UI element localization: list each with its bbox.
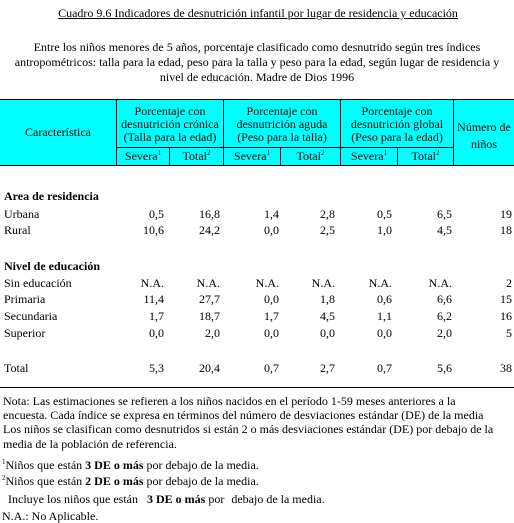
subtitle-line: antropométricos: talla para la edad, peso para la talla y peso para la edad, según lugar de residencia y xyxy=(14,55,500,69)
cell: N.A. xyxy=(196,276,220,290)
note-line: media de la población de referencia. xyxy=(3,436,177,451)
row-label: Primaria xyxy=(4,292,46,306)
subheader-severa-1: Severa$^1$ xyxy=(124,149,162,163)
cell: N.A. xyxy=(368,276,392,290)
header-line: desnutrición crónica xyxy=(121,117,219,131)
header-line: (Peso para la talla) xyxy=(237,130,327,144)
cell: 2,7 xyxy=(320,361,335,375)
cell: 1,4 xyxy=(264,207,279,221)
cell: 4,5 xyxy=(437,223,452,237)
cell: 6,5 xyxy=(437,207,452,221)
row-label: Total xyxy=(4,361,29,375)
cell: 11,4 xyxy=(143,292,164,306)
header-caracteristica: Característica xyxy=(25,125,91,139)
cell: 0,0 xyxy=(149,326,164,340)
cell: 10,6 xyxy=(143,223,164,237)
table-subtitle xyxy=(4,40,510,85)
cell: 4,5 xyxy=(320,309,335,323)
header-line: desnutrición aguda xyxy=(236,117,328,131)
cell: 5,6 xyxy=(437,361,452,375)
table-row xyxy=(0,309,514,324)
cell: 5,3 xyxy=(149,361,164,375)
cell: 18 xyxy=(500,223,512,237)
cell: N.A. xyxy=(140,276,164,290)
cell: 2,0 xyxy=(437,326,452,340)
cell: 19 xyxy=(500,207,512,221)
cell: 18,7 xyxy=(199,309,220,323)
section-title: Area de residencia xyxy=(4,189,99,203)
header-line: (Talla para la edad) xyxy=(123,130,217,144)
cell: 2 xyxy=(506,276,512,290)
row-label: Superior xyxy=(4,326,46,340)
cell: 0,5 xyxy=(377,207,392,221)
table-row-total xyxy=(0,361,514,376)
subheader-severa-3: Severa$^1$ xyxy=(350,149,388,163)
cell: N.A. xyxy=(255,276,279,290)
header-numero xyxy=(454,121,514,151)
grid-line xyxy=(116,147,453,148)
table-row xyxy=(0,276,514,291)
grid-line xyxy=(223,100,224,166)
cell: 0,0 xyxy=(264,326,279,340)
row-label: Sin educación xyxy=(4,276,72,290)
cell: 38 xyxy=(500,361,512,375)
table-bottom-rule xyxy=(0,387,514,388)
cell: 0,6 xyxy=(377,292,392,306)
cell: 0,0 xyxy=(264,223,279,237)
table-row xyxy=(0,292,514,307)
footnote-3: Incluye los niños que están 3 DE o más por debajo de la media. xyxy=(8,492,325,506)
footnote-1: $^1$Niños que están 3 DE o más por debajo de la media. xyxy=(2,458,259,472)
row-label: Urbana xyxy=(4,207,40,221)
header-group-global xyxy=(341,105,453,144)
header-line: niños xyxy=(470,137,497,151)
table-row xyxy=(0,223,514,238)
cell: 0,0 xyxy=(264,292,279,306)
header-group-cronica xyxy=(117,105,223,144)
cell: 1,0 xyxy=(377,223,392,237)
cell: 16,8 xyxy=(199,207,220,221)
subheader-total-1: Total$^2$ xyxy=(182,149,211,163)
header-line: desnutrición global xyxy=(350,117,444,131)
cell: N.A. xyxy=(428,276,452,290)
table-row xyxy=(0,326,514,341)
cell: 16 xyxy=(500,309,512,323)
subtitle-line: nivel de educación. Madre de Dios 1996 xyxy=(159,70,355,84)
subheader-severa-2: Severa$^1$ xyxy=(233,149,271,163)
cell: 0,7 xyxy=(377,361,392,375)
header-line: (Peso para la edad) xyxy=(351,130,443,144)
table-row xyxy=(0,207,514,222)
header-line: Porcentaje con xyxy=(246,104,318,118)
footnote-2: $^2$Niños que están 2 DE o más por debajo de la media. xyxy=(2,474,259,488)
subheader-total-3: Total$^2$ xyxy=(411,149,440,163)
cell: 27,7 xyxy=(199,292,220,306)
cell: 1,8 xyxy=(320,292,335,306)
grid-line xyxy=(397,147,398,166)
cell: 6,2 xyxy=(437,309,452,323)
header-group-aguda xyxy=(224,105,340,144)
footnote-na: N.A.: No Aplicable. xyxy=(2,509,99,523)
section-title: Nivel de educación xyxy=(4,259,100,273)
cell: 0,5 xyxy=(149,207,164,221)
grid-line xyxy=(280,147,281,166)
table-caption: Cuadro 9.6 Indicadores de desnutrición infantil por lugar de residencia y educación xyxy=(58,6,458,20)
note-line: Los niños se clasifican como desnutridos si están 2 o más desviaciones estándar (DE) por debajo de la xyxy=(3,422,494,437)
header-line: Porcentaje con xyxy=(361,104,433,118)
note-line: encuesta. Cada índice se expresa en términos del número de desviaciones estándar (DE) de la media xyxy=(3,408,484,423)
cell: N.A. xyxy=(311,276,335,290)
header-line: Porcentaje con xyxy=(134,104,206,118)
cell: 2,5 xyxy=(320,223,335,237)
cell: 1,1 xyxy=(377,309,392,323)
row-label: Secundaria xyxy=(4,309,58,323)
cell: 6,6 xyxy=(437,292,452,306)
cell: 0,0 xyxy=(320,326,335,340)
note-line: Nota: Las estimaciones se refieren a los niños nacidos en el período 1-59 meses anteriores a la xyxy=(3,394,456,408)
cell: 0,7 xyxy=(264,361,279,375)
cell: 24,2 xyxy=(199,223,220,237)
cell: 1,7 xyxy=(149,309,164,323)
table-notes xyxy=(3,394,511,451)
subtitle-line: Entre los niños menores de 5 años, porcentaje clasificado como desnutrido según tres índices xyxy=(33,40,481,54)
cell: 0,0 xyxy=(377,326,392,340)
cell: 15 xyxy=(500,292,512,306)
cell: 2,8 xyxy=(320,207,335,221)
cell: 1,7 xyxy=(264,309,279,323)
subheader-total-2: Total$^2$ xyxy=(296,149,325,163)
cell: 5 xyxy=(506,326,512,340)
cell: 2,0 xyxy=(205,326,220,340)
grid-line xyxy=(340,100,341,166)
grid-line xyxy=(169,147,170,166)
grid-line xyxy=(116,100,117,166)
grid-line xyxy=(453,100,454,166)
cell: 20,4 xyxy=(199,361,220,375)
table-header xyxy=(0,99,514,166)
header-line: Número de xyxy=(457,120,511,134)
row-label: Rural xyxy=(4,223,31,237)
